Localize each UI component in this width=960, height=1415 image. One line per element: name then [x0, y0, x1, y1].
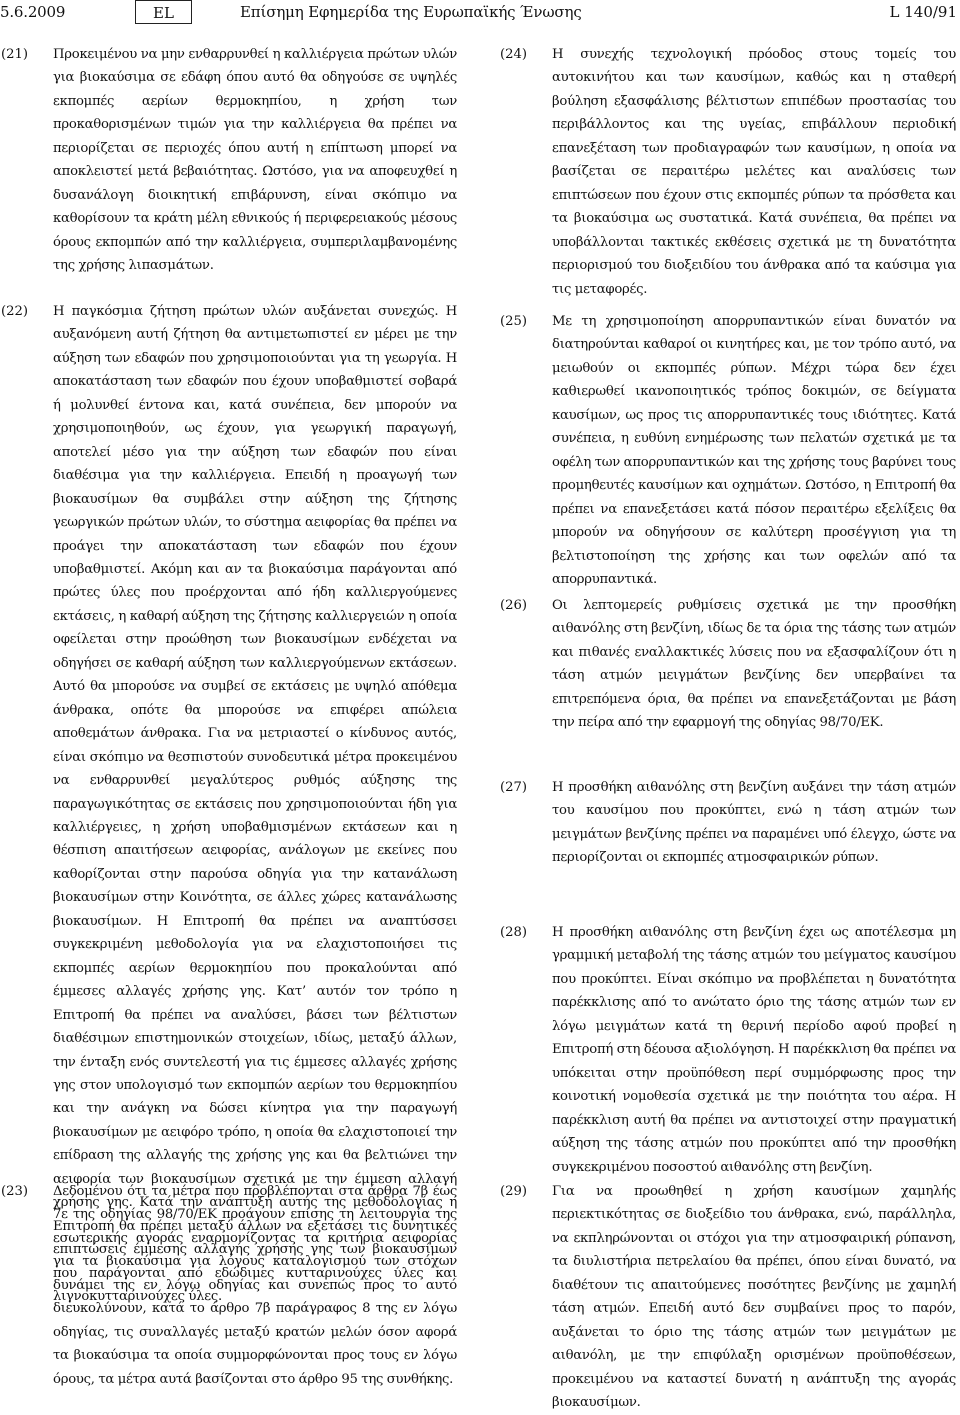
page-header	[0, 0, 960, 30]
page-reference: L 140/91	[889, 3, 957, 21]
recital-text: Η προσθήκη αιθανόλης στη βενζίνη έχει ως αποτέλεσμα μη γραμμική μεταβολή της τάσης ατμών του μείγματος καυσίμου που προκύπτει. Είναι σκόπιμο να προβλέπεται η δυνατότητα παρέκκλισης από το ανώτατο όριο της τάσης ατμών των εν λόγω μειγμάτων κατά τη θερινή περίοδο αφού προβεί η Επιτροπή στη δέουσα αξιολόγηση. Η παρέκκλιση θα πρέπει να υπόκειται στην προϋπόθεση περί συμμόρφωσης προς την κοινοτική νομοθεσία σχετικά με την ποιότητα του αέρα. Η παρέκκλιση αυτή θα πρέπει να αντιστοιχεί στην πραγματική αύξηση της τάσης ατμών που προκύπτει από την προσθήκη συγκεκριμένου ποσοστού αιθανόλης στη βενζίνη.	[552, 925, 956, 1175]
recital-text: Προκειμένου να μην ενθαρρυνθεί η καλλιέργεια πρώτων υλών για βιοκαύσιμα σε εδάφη όπου αυτό θα οδηγούσε σε υψηλές εκπομπές αερίων θερμοκηπίου, η χρήση των προκαθορισμένων τιμών για την καλλιέργεια θα πρέπει να περιορίζεται σε περιοχές όπου αυτή η επίπτωση μπορεί να αποκλειστεί μετά βεβαιότητας. Ωστόσο, για να αποφευχθεί η δυσανάλογη διοικητική επιβάρυνση, είναι σκόπιμο να καθορίσουν τα κράτη μέλη εθνικούς ή περιφερειακούς μέσους όρους εκπομπών από την καλλιέργεια, συμπεριλαμβανομένης της χρήσης λιπασμάτων.	[53, 47, 457, 274]
journal-title: Επίσημη Εφημερίδα της Ευρωπαϊκής Ένωσης	[240, 3, 582, 21]
recital-number: (23)	[1, 1184, 29, 1199]
recital-number: (26)	[500, 598, 528, 613]
recital-number: (24)	[500, 47, 528, 62]
recital-text: Για να προωθηθεί η χρήση καυσίμων χαμηλής περιεκτικότητας σε διοξείδιο του άνθρακα, ενώ, παράλληλα, να εκπληρώνονται οι στόχοι για την ατμοσφαιρική ρύπανση, τα διυλιστήρια πετρελαίου θα πρέπει, όπου είναι δυνατό, να διαθέτουν τις απαιτούμενες ποσότητες βενζίνης με χαμηλή τάση ατμών. Επειδή αυτό δεν συμβαίνει προς το παρόν, αυξάνεται το όριο της τάσης ατμών των μειγμάτων με αιθανόλη, με την επιφύλαξη ορισμένων προϋποθέσεων, προκειμένου να καταστεί δυνατή η ανάπτυξη της αγοράς βιοκαυσίμων.	[552, 1184, 956, 1411]
recital-text: Η συνεχής τεχνολογική πρόοδος στους τομείς του αυτοκινήτου και των καυσίμων, καθώς και η σταθερή βούληση εξασφάλισης βέλτιστων επιπέδων προστασίας του περιβάλλοντος και της υγείας, επιβάλλουν περιοδική επανεξέταση των προδιαγραφών των καυσίμων, η οποία να βασίζεται σε περαιτέρω μελέτες και αναλύσεις των επιπτώσεων που έχουν στις εκπομπές ρύπων τα πρόσθετα και τα βιοκαύσιμα ως συστατικά. Κατά συνέπεια, θα πρέπει να υποβάλλονται τακτικές εκθέσεις σχετικά με τη δυνατότητα περιορισμού του διοξειδίου του άνθρακα από τα καύσιμα για τις μεταφορές.	[552, 47, 956, 297]
recital-number: (28)	[500, 925, 528, 940]
recital-number: (25)	[500, 314, 528, 329]
recital-number: (29)	[500, 1184, 528, 1199]
recital-text: Με τη χρησιμοποίηση απορρυπαντικών είναι δυνατόν να διατηρούνται καθαροί οι κινητήρες και, με τον τρόπο αυτό, να μειωθούν οι εκπομπές ρύπων. Μέχρι τώρα δεν έχει καθιερωθεί ικανοποιητικός τρόπος δοκιμών, σε δείγματα καυσίμων, ως προς τις απορρυπαντικές τους ιδιότητες. Κατά συνέπεια, η ευθύνη ενημέρωσης των πελατών σχετικά με τα οφέλη των απορρυπαντικών και της χρήσης τους βαρύνει τους προμηθευτές καυσίμων και οχημάτων. Ωστόσο, η Επιτροπή θα πρέπει να επανεξετάσει κατά πόσον περαιτέρω εξελίξεις θα μπορούν να οδηγήσουν σε καλύτερη προσέγγιση για τη βελτιστοποίηση της χρήσης και των οφελών από τα απορρυπαντικά.	[552, 314, 956, 587]
recital-number: (21)	[1, 47, 29, 62]
recital-text: Δεδομένου ότι τα μέτρα που προβλέπονται στα άρθρα 7β έως 7ε της οδηγίας 98/70/ΕΚ προάγουν επίσης τη λειτουργία της εσωτερικής αγοράς εναρμονίζοντας τα κριτήρια αειφορίας για τα βιοκαύσιμα για λόγους καταλογισμού των στόχων δυνάμει της εν λόγω οδηγίας και συνεπώς προς το αυτό διευκολύνουν, κατά το άρθρο 7β παράγραφος 8 της εν λόγω οδηγίας, τις συναλλαγές μεταξύ κρατών μελών όσον αφορά τα βιοκαύσιμα τα οποία συμμορφώνονται προς τους εν λόγω όρους, τα μέτρα αυτά βασίζονται στο άρθρο 95 της συνθήκης.	[53, 1184, 457, 1387]
recital-text: Η παγκόσμια ζήτηση πρώτων υλών αυξάνεται συνεχώς. Η αυξανόμενη αυτή ζήτηση θα αντιμετωπιστεί εν μέρει με την αύξηση των εδαφών που χρησιμοποιούνται για τη γεωργία. Η αποκατάσταση των εδαφών που έχουν υποβαθμιστεί σοβαρά ή μολυνθεί έντονα και, κατά συνέπεια, δεν μπορούν να χρησιμοποιηθούν, ως έχουν, για γεωργική παραγωγή, αποτελεί μέσο για την αύξηση των εδαφών που είναι διαθέσιμα για την καλλιέργεια. Επειδή η προαγωγή των βιοκαυσίμων θα συμβάλει στην αύξηση της ζήτησης γεωργικών πρώτων υλών, το σύστημα αειφορίας θα πρέπει να προάγει την αποκατάσταση των εδαφών που έχουν υποβαθμιστεί. Ακόμη και αν τα βιοκαύσιμα παράγονται από πρώτες ύλες που προέρχονται από ήδη καλλιεργούμενες εκτάσεις, η καθαρή αύξηση της ζήτησης καλλιεργειών η οποία οφείλεται στην προώθηση των βιοκαυσίμων ενδέχεται να οδηγήσει σε καθαρή αύξηση των καλλιεργούμενων εκτάσεων. Αυτό θα μπορούσε να συμβεί σε εκτάσεις με υψηλό απόθεμα άνθρακα, οπότε θα μπορούσε να επιφέρει απώλεια αποθεμάτων άνθρακα. Για να μετριαστεί ο κίνδυνος αυτός, είναι σκόπιμο να θεσπιστούν συνοδευτικά μέτρα προκειμένου να ενθαρρυνθεί μεγαλύτερος ρυθμός αύξησης της παραγωγικότητας σε εκτάσεις που χρησιμοποιούνται ήδη για καλλιέργειες, η χρήση υποβαθμισμένων εκτάσεων και η θέσπιση απαιτήσεων αειφορίας, ανάλογων με εκείνες που καθορίζονται στην παρούσα οδηγία για την κατανάλωση βιοκαυσίμων στην Κοινότητα, σε άλλες χώρες κατανάλωσης βιοκαυσίμων. Η Επιτροπή θα πρέπει να αναπτύσσει συγκεκριμένη μεθοδολογία για να ελαχιστοποιήσει τις εκπομπές αερίων θερμοκηπίου που προκαλούνται από έμμεσες αλλαγές χρήσης γης. Κατ’ αυτόν τον τρόπο η Επιτροπή θα πρέπει να αναλύσει, βάσει των βέλτιστων διαθέσιμων επιστημονικών στοιχείων, ιδίως, μεταξύ άλλων, την ένταξη ενός συντελεστή για τις έμμεσες αλλαγές χρήσης γης στον υπολογισμό των εκπομπών αερίων του θερμοκηπίου και την ανάγκη να δώσει κίνητρα για την παραγωγή βιοκαυσίμων με αειφόρο τρόπο, η οποία θα ελαχιστοποιεί την επίδραση της αλλαγής της χρήσης γης και θα βελτιώνει την αειφορία των βιοκαυσίμων σχετικά με την έμμεση αλλαγή χρήσης γης. Κατά την ανάπτυξη αυτής της μεθοδολογίας η Επιτροπή θα πρέπει μεταξύ άλλων να εξετάσει τις δυνητικές επιπτώσεις έμμεσης αλλαγής χρήσης γης των βιοκαυσίμων που παράγονται από εδώδιμες κυτταρινούχες ύλες και λιγνοκυτταρινούχες ύλες.	[53, 304, 457, 1305]
recital-number: (22)	[1, 304, 29, 319]
publication-date: 5.6.2009	[0, 3, 66, 21]
recital-number: (27)	[500, 780, 528, 795]
language-box: EL	[135, 0, 192, 24]
recital-text: Οι λεπτομερείς ρυθμίσεις σχετικά με την προσθήκη αιθανόλης στη βενζίνη, ιδίως δε τα όρια της τάσης των ατμών και πιθανές εναλλακτικές λύσεις που να εξασφαλίζουν ότι η τάση ατμών μειγμάτων βενζίνης δεν υπερβαίνει τα επιτρεπόμενα όρια, θα πρέπει να επανεξετάζονται με βάση την πείρα από την εφαρμογή της οδηγίας 98/70/ΕΚ.	[552, 598, 956, 731]
recital-text: Η προσθήκη αιθανόλης στη βενζίνη αυξάνει την τάση ατμών του καυσίμου που προκύπτει, ενώ η τάση ατμών των μειγμάτων βενζίνης πρέπει να παραμένει υπό έλεγχο, ώστε να περιορίζονται οι εκπομπές ατμοσφαιρικών ρύπων.	[552, 780, 956, 866]
